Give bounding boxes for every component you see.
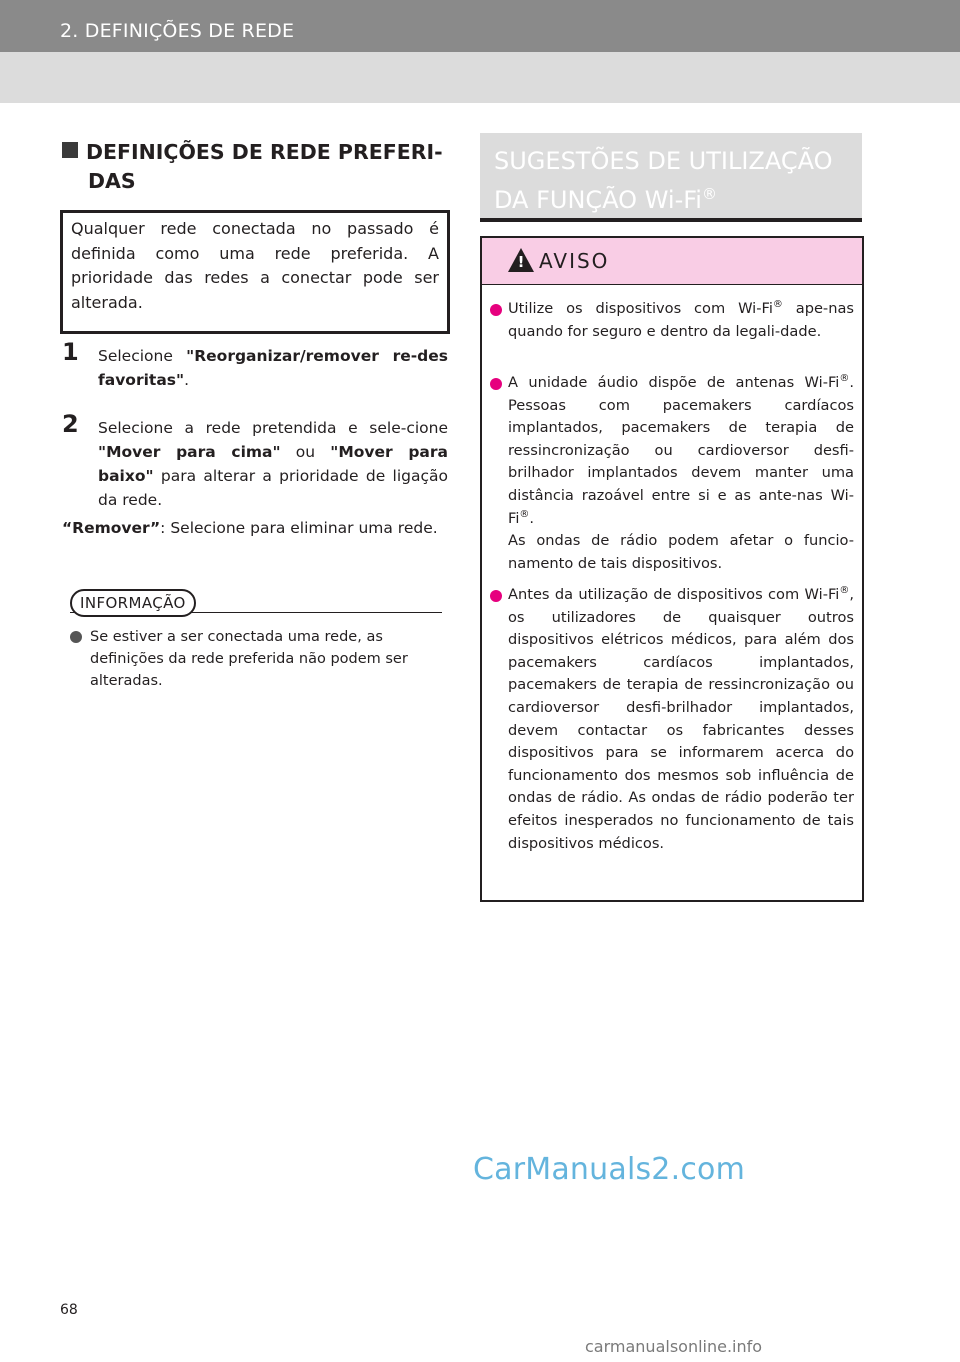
chapter-title: 2. DEFINIÇÕES DE REDE [60,20,295,42]
registered-mark: ® [701,185,717,203]
bullet-icon [70,631,82,643]
step-text: Selecione a rede pretendida e sele-cione "Mover para cima" ou "Mover para baixo" para alterar a prioridade de ligação da rede. [98,419,448,509]
section-heading-line1: DEFINIÇÕES DE REDE PREFERI- [86,140,443,164]
warning-item: A unidade áudio dispõe de antenas Wi-Fi®. Pessoas com pacemakers cardíacos implantados, pacemakers de terapia de ressincronização ou cardioversor desfi-brilhador implantados devem manter uma distância razoável entre si e as ante-nas Wi-Fi®. As ondas de rádio podem afetar o funcio-namento de tais dispositivos. [490,372,854,575]
footer-watermark: carmanualsonline.info [585,1337,763,1356]
step-number: 2 [62,410,79,438]
section-heading [62,138,450,196]
step-text: Selecione "Reorganizar/remover re-des favoritas". [98,347,448,389]
remover-description: “Remover”: Selecione para eliminar uma rede. [62,519,438,537]
note-box: Qualquer rede conectada no passado é definida como uma rede preferida. A prioridade das redes a conectar pode ser alterada. [60,210,450,334]
warning-item: Utilize os dispositivos com Wi-Fi® ape-nas quando for seguro e dentro da legali-dade. [490,298,854,343]
bullet-icon [490,590,502,602]
square-bullet-icon [62,142,78,158]
warning-item: Antes da utilização de dispositivos com Wi-Fi®, os utilizadores de quaisquer outros dispositivos elétricos médicos, para além dos pacemakers cardíacos implantados, pacemakers de terapia de ressincronização ou cardioversor desfi-brilhador implantados, devem contactar os fabricantes desses dispositivos para se informarem acerca do funcionamento dos mesmos sob influência de ondas de rádio. As ondas de rádio poderão ter efeitos inesperados no funcionamento de tais dispositivos médicos. [490,584,854,855]
header-subband [0,52,960,103]
section-heading-line2: DAS [88,169,136,193]
step-1 [62,338,448,392]
bullet-icon [490,304,502,316]
step-2 [62,410,448,512]
watermark: CarManuals2.com [473,1152,746,1187]
warning-header [482,238,862,285]
remover-label: “Remover” [62,519,161,537]
suggestions-heading-line2: DA FUNÇÃO Wi-Fi [494,186,702,214]
bullet-icon [490,378,502,390]
info-item: Se estiver a ser conectada uma rede, as definições da rede preferida não podem ser alteradas. [70,626,442,692]
suggestions-heading-line1: SUGESTÕES DE UTILIZAÇÃO [494,147,833,175]
exclamation-icon: ! [517,253,525,271]
step-bold-text: "Mover para cima" [98,443,281,461]
step-number: 1 [62,338,79,366]
suggestions-heading [480,133,862,222]
warning-box [480,236,864,902]
step-bold-text: "Reorganizar/remover re-des favoritas" [98,347,448,389]
step-bold-text: "Mover para baixo" [98,443,448,485]
info-label: INFORMAÇÃO [70,589,196,617]
warning-title: AVISO [539,249,610,273]
page-number: 68 [60,1302,78,1318]
